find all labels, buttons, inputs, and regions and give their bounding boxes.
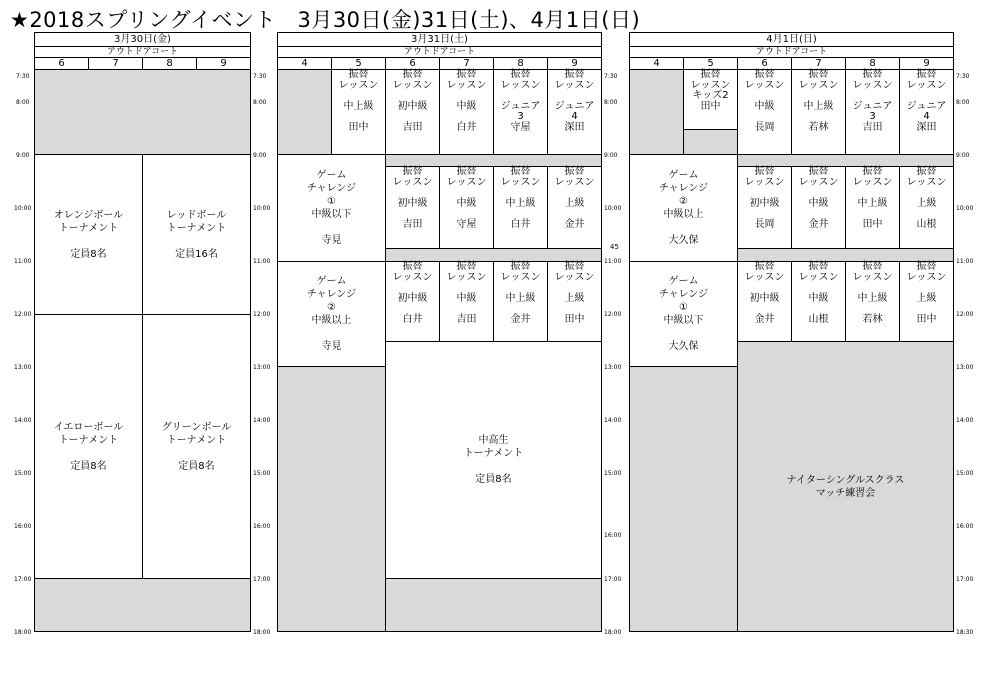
- night-class-block: [738, 342, 953, 631]
- time-label: 12:00: [956, 311, 974, 318]
- time-label: 11:00: [604, 258, 622, 265]
- court-number: 8: [143, 58, 197, 69]
- court-number: 6: [386, 58, 440, 69]
- time-label: 11:00: [253, 258, 271, 265]
- closed-block: [684, 130, 738, 155]
- time-label: 11:00: [14, 258, 32, 265]
- lesson-block: 振替 レッスン 中上級 金井: [494, 262, 548, 342]
- time-label: 16:00: [956, 523, 974, 530]
- time-label: 9:00: [956, 152, 970, 159]
- time-label: 18:30: [956, 629, 974, 636]
- court-number: 9: [923, 58, 930, 69]
- time-label: 15:00: [253, 470, 271, 477]
- time-label: 15:00: [604, 470, 622, 477]
- time-label: 9:00: [253, 152, 267, 159]
- court-number: 8: [494, 58, 548, 69]
- court-number: 8: [846, 58, 900, 69]
- lesson-block: 振替 レッスン ジュニア 4 深田: [548, 70, 601, 155]
- time-label: 13:00: [253, 364, 271, 371]
- day-date: 4月1日(日): [630, 33, 953, 47]
- lesson-block: 振替 レッスン 中上級 若林: [846, 262, 900, 342]
- time-label: 17:00: [14, 576, 32, 583]
- lesson-block: 振替 レッスン 初中級 吉田: [386, 70, 440, 155]
- event-game-challenge-2: ゲーム チャレンジ ② 中級以上 寺見: [278, 262, 386, 367]
- lesson-block: 振替 レッスン 中級 吉田: [440, 262, 494, 342]
- lesson-block: 振替 レッスン 中上級 白井: [494, 167, 548, 249]
- lesson-block: 振替 レッスン キッズ2 田中: [684, 70, 738, 130]
- court-area-label: アウトドアコート: [278, 47, 601, 58]
- court-number: 4: [630, 58, 684, 69]
- lesson-block: 振替 レッスン 上級 金井: [548, 167, 601, 249]
- day-schedule-0330: [34, 32, 251, 632]
- time-label: 8:00: [253, 99, 267, 106]
- court-number: 6: [738, 58, 792, 69]
- time-label: 7:30: [253, 73, 267, 80]
- time-label: 15:00: [14, 470, 32, 477]
- lesson-block: 振替 レッスン 中級 白井: [440, 70, 494, 155]
- closed-block: [35, 579, 250, 631]
- lesson-block: 振替 レッスン 中上級 若林: [792, 70, 846, 155]
- lesson-block: 振替 レッスン 中級 守屋: [440, 167, 494, 249]
- time-label: 8:00: [604, 99, 618, 106]
- court-number: 7: [89, 58, 143, 69]
- time-label: 15:00: [956, 470, 974, 477]
- lesson-block: 振替 レッスン 上級 田中: [548, 262, 601, 342]
- lesson-block: 振替 レッスン 中上級 田中: [332, 70, 386, 155]
- court-number: 4: [278, 58, 332, 69]
- lesson-block: 振替 レッスン 上級 山根: [900, 167, 953, 249]
- court-number: 5: [684, 58, 738, 69]
- time-label: 12:00: [14, 311, 32, 318]
- lesson-block: 振替 レッスン 初中級 長岡: [738, 167, 792, 249]
- time-label: 12:00: [253, 311, 271, 318]
- time-label: 17:00: [956, 576, 974, 583]
- lesson-block: 振替 レッスン ジュニア 3 守屋: [494, 70, 548, 155]
- time-label: 11:00: [956, 258, 974, 265]
- lesson-block: 振替 レッスン ジュニア 4 深田: [900, 70, 953, 155]
- closed-block: [35, 70, 250, 155]
- court-number: 7: [792, 58, 846, 69]
- event-night-singles-class: ナイターシングルスクラス マッチ練習会: [786, 474, 905, 499]
- court-number: 9: [220, 58, 227, 69]
- time-label: 17:00: [253, 576, 271, 583]
- day-schedule-0401: [629, 32, 954, 632]
- event-game-challenge-1: ゲーム チャレンジ ① 中級以下 大久保: [630, 262, 738, 367]
- time-label: 13:00: [14, 364, 32, 371]
- court-area-label: アウトドアコート: [630, 47, 953, 58]
- time-label: 7:30: [604, 73, 618, 80]
- time-label: 12:00: [604, 311, 622, 318]
- time-label: 16:00: [253, 523, 271, 530]
- time-label: 18:00: [604, 629, 622, 636]
- time-label: 18:00: [14, 629, 32, 636]
- time-label: 14:00: [14, 417, 32, 424]
- time-label: 10:00: [604, 205, 622, 212]
- court-number: 5: [332, 58, 386, 69]
- day-schedule-0331: [277, 32, 602, 632]
- event-junior-high-tournament: 中高生 トーナメント 定員8名: [386, 342, 601, 579]
- event-green-ball-tournament: グリーンボール トーナメント 定員8名: [143, 315, 250, 579]
- time-label: 14:00: [956, 417, 974, 424]
- event-game-challenge-1: ゲーム チャレンジ ① 中級以下 寺見: [278, 155, 386, 262]
- event-game-challenge-2: ゲーム チャレンジ ② 中級以上 大久保: [630, 155, 738, 262]
- day-date: 3月31日(土): [278, 33, 601, 47]
- event-red-ball-tournament: レッドボール トーナメント 定員16名: [143, 155, 250, 315]
- closed-block: [278, 70, 332, 155]
- time-label: 10:00: [956, 205, 974, 212]
- event-yellow-ball-tournament: イエローボール トーナメント 定員8名: [35, 315, 143, 579]
- lesson-block: 振替 レッスン 初中級 金井: [738, 262, 792, 342]
- lesson-block: 振替 レッスン 中級 山根: [792, 262, 846, 342]
- lesson-block: 振替 レッスン ジュニア 3 吉田: [846, 70, 900, 155]
- closed-block: [630, 70, 684, 155]
- closed-block: [630, 367, 738, 631]
- day-date: 3月30日(金): [35, 33, 250, 47]
- time-label: 16:00: [604, 532, 622, 539]
- time-label: 7:30: [956, 73, 970, 80]
- court-number: 7: [440, 58, 494, 69]
- event-orange-ball-tournament: オレンジボール トーナメント 定員8名: [35, 155, 143, 315]
- time-label: 14:00: [604, 417, 622, 424]
- time-label: 14:00: [253, 417, 271, 424]
- lesson-block: 振替 レッスン 上級 田中: [900, 262, 953, 342]
- time-label: 17:00: [604, 576, 622, 583]
- time-label: 9:00: [604, 152, 618, 159]
- lesson-block: 振替 レッスン 初中級 白井: [386, 262, 440, 342]
- time-note: 45: [610, 243, 619, 251]
- time-label: 16:00: [14, 523, 32, 530]
- closed-block: [278, 367, 386, 631]
- time-label: 7:30: [16, 73, 30, 80]
- lesson-block: 振替 レッスン 中級 金井: [792, 167, 846, 249]
- time-label: 10:00: [253, 205, 271, 212]
- time-label: 9:00: [16, 152, 30, 159]
- closed-block: [386, 579, 601, 631]
- time-label: 8:00: [16, 99, 30, 106]
- time-label: 18:00: [253, 629, 271, 636]
- time-label: 8:00: [956, 99, 970, 106]
- court-number: 6: [35, 58, 89, 69]
- time-label: 13:00: [956, 364, 974, 371]
- court-number: 9: [571, 58, 578, 69]
- time-label: 13:00: [604, 364, 622, 371]
- page-title: ★2018スプリングイベント 3月30日(金)31日(土)、4月1日(日): [10, 8, 641, 32]
- lesson-block: 振替 レッスン 中上級 田中: [846, 167, 900, 249]
- lesson-block: 振替 レッスン 初中級 吉田: [386, 167, 440, 249]
- time-label: 10:00: [14, 205, 32, 212]
- court-area-label: アウトドアコート: [35, 47, 250, 58]
- lesson-block: 振替 レッスン 中級 長岡: [738, 70, 792, 155]
